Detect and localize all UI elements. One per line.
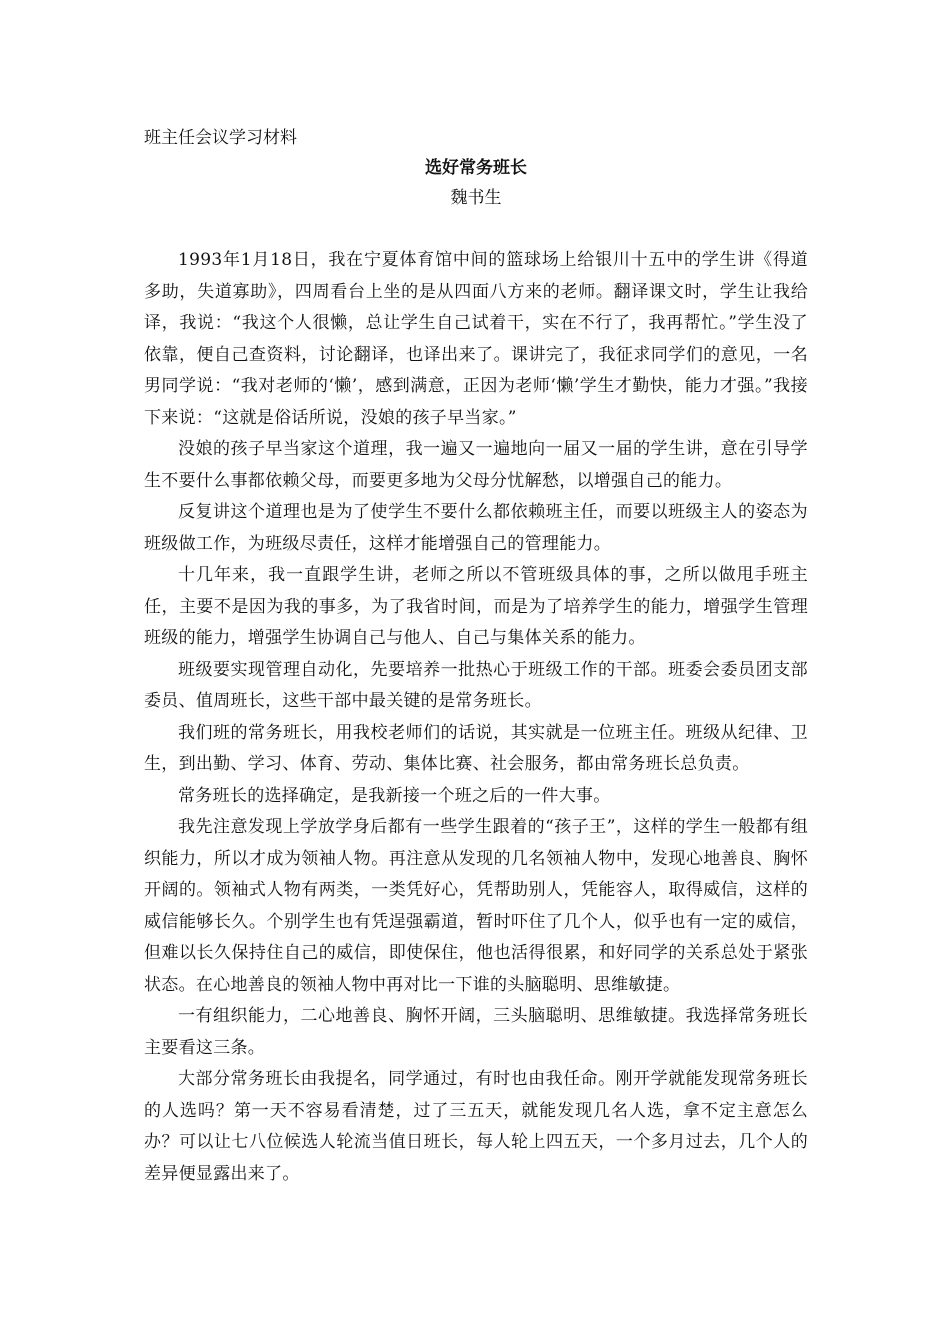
body-paragraph: 反复讲这个道理也是为了使学生不要什么都依赖班主任，而要以班级主人的姿态为班级做工作，为班级尽责任，这样才能增强自己的管理能力。 bbox=[144, 502, 808, 554]
body-paragraph: 我们班的常务班长，用我校老师们的话说，其实就是一位班主任。班级从纪律、卫生，到出勤、学习、体育、劳动、集体比赛、社会服务，都由常务班长总负责。 bbox=[144, 722, 808, 774]
document-title: 选好常务班长 bbox=[425, 158, 527, 178]
body-paragraph: 1993年1月18日，我在宁夏体育馆中间的篮球场上给银川十五中的学生讲《得道多助，失道寡助》，四周看台上坐的是从四面八方来的老师。翻译课文时，学生让我给译，我说：“我这个人很懒，总让学生自己试着干，实在不行了，我再帮忙。”学生没了依靠，便自己查资料，讨论翻译，也译出来了。课讲完了，我征求同学们的意见，一名男同学说：“我对老师的‘懒’，感到满意，正因为老师‘懒’学生才勤快，能力才强。”我接下来说：“这就是俗话所说，没娘的孩子早当家。” bbox=[144, 250, 808, 428]
header-label: 班主任会议学习材料 bbox=[144, 128, 297, 148]
body-paragraph: 常务班长的选择确定，是我新接一个班之后的一件大事。 bbox=[178, 785, 611, 806]
document-content bbox=[144, 126, 808, 1190]
body-paragraph: 一有组织能力，二心地善良、胸怀开阔，三头脑聪明、思维敏捷。我选择常务班长主要看这三条。 bbox=[144, 1006, 808, 1058]
document-body bbox=[144, 245, 808, 1190]
body-paragraph: 没娘的孩子早当家这个道理，我一遍又一遍地向一届又一届的学生讲，意在引导学生不要什么事都依赖父母，而要更多地为父母分忧解愁，以增强自己的能力。 bbox=[144, 439, 808, 491]
body-paragraph: 我先注意发现上学放学身后都有一些学生跟着的“孩子王”，这样的学生一般都有组织能力，所以才成为领袖人物。再注意从发现的几名领袖人物中，发现心地善良、胸怀开阔的。领袖式人物有两类，一类凭好心，凭帮助别人，凭能容人，取得威信，这样的威信能够长久。个别学生也有凭逞强霸道，暂时吓住了几个人，似乎也有一定的威信，但难以长久保持住自己的威信，即使保住，他也活得很累，和好同学的关系总处于紧张状态。在心地善良的领袖人物中再对比一下谁的头脑聪明、思维敏捷。 bbox=[144, 817, 808, 995]
document-author: 魏书生 bbox=[450, 188, 502, 208]
body-paragraph: 十几年来，我一直跟学生讲，老师之所以不管班级具体的事，之所以做甩手班主任，主要不是因为我的事多，为了我省时间，而是为了培养学生的能力，增强学生管理班级的能力，增强学生协调自己与他人、自己与集体关系的能力。 bbox=[144, 565, 808, 648]
body-paragraph: 大部分常务班长由我提名，同学通过，有时也由我任命。刚开学就能发现常务班长的人选吗？第一天不容易看清楚，过了三五天，就能发现几名人选，拿不定主意怎么办？可以让七八位候选人轮流当值日班长，每人轮上四五天，一个多月过去，几个人的差异便显露出来了。 bbox=[144, 1069, 808, 1184]
body-paragraph: 班级要实现管理自动化，先要培养一批热心于班级工作的干部。班委会委员团支部委员、值周班长，这些干部中最关键的是常务班长。 bbox=[144, 659, 808, 711]
